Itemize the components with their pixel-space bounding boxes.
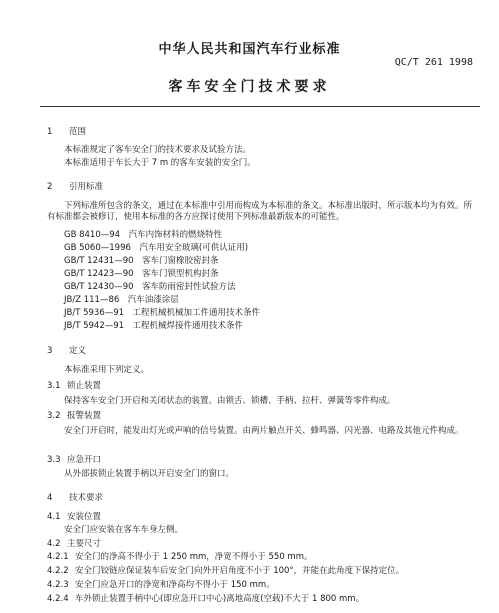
section-title: 范围 <box>69 127 87 137</box>
standard-number: QC/T 261 1998 <box>394 57 473 68</box>
reference-item: GB/T 12431—90 客车门窗橡胶密封条 <box>64 256 219 266</box>
clause-4-2-2 <box>47 566 404 577</box>
section-1-line-1: 本标准规定了客车安全门的技术要求及试验方法。 <box>64 145 252 155</box>
clause-text: 安全门应急开口的净宽和净高均不得小于 150 mm。 <box>75 580 275 590</box>
section-title: 引用标准 <box>69 182 104 192</box>
definition-3-1-text: 保持客车安全门开启和关闭状态的装置。由锁舌、锁槽、手柄、拉杆、弹簧等零件构成。 <box>64 396 396 406</box>
reference-item: JB/T 5936—91 工程机械机械加工件通用技术条件 <box>64 308 261 318</box>
clause-number: 4.1 <box>47 512 61 522</box>
clause-number: 4.2.4 <box>47 594 69 604</box>
section-1-heading <box>47 127 86 138</box>
definition-3-2-heading <box>47 411 101 422</box>
clause-number: 3.1 <box>47 381 61 391</box>
org-title: 中华人民共和国汽车行业标准 <box>158 42 341 57</box>
section-2-paragraph: 下列标准所包含的条文，通过在本标准中引用而构成为本标准的条文。本标准出版时，所示版本均为有效。所有标准都会被修订，使用本标准的各方应探讨使用下列标准最新版本的可能性。 <box>47 201 473 222</box>
clause-4-2-1 <box>47 552 313 563</box>
clause-text: 安全门的净高不得小于 1 250 mm，净宽不得小于 550 mm。 <box>75 552 313 562</box>
section-2-heading <box>47 182 103 193</box>
clause-text: 车外锁止装置手柄中心(即应急开口中心)离地高度(空载)不大于 1 800 mm。 <box>75 594 365 604</box>
section-number: 2 <box>47 182 53 192</box>
definition-3-3-heading <box>47 455 101 466</box>
section-number: 4 <box>47 493 53 503</box>
reference-item: GB/T 12430—90 客车防雨密封性试验方法 <box>64 282 236 292</box>
definition-3-3-text: 从外部拔锁止装置手柄以开启安全门的窗口。 <box>64 469 235 479</box>
definition-3-1-heading <box>47 381 101 392</box>
clause-4-2-heading <box>47 539 101 550</box>
section-number: 1 <box>47 127 53 137</box>
reference-item: GB 8410—94 汽车内饰材料的燃烧特性 <box>64 230 223 240</box>
clause-number: 3.2 <box>47 411 61 421</box>
clause-number: 4.2.2 <box>47 566 69 576</box>
clause-number: 4.2.1 <box>47 552 69 562</box>
clause-number: 3.3 <box>47 455 61 465</box>
section-3-intro: 本标准采用下列定义。 <box>64 365 150 375</box>
reference-item: JB/Z 111—86 汽车油漆涂层 <box>64 295 179 305</box>
reference-item: JB/T 5942—91 工程机械焊接件通用技术条件 <box>64 321 244 331</box>
section-4-heading <box>47 493 103 504</box>
reference-item: GB 5060—1996 汽车用安全玻璃(可供认证用) <box>64 243 249 253</box>
clause-title: 锁止装置 <box>67 381 102 391</box>
section-1-line-2: 本标准适用于车长大于 7 m 的客车安装的安全门。 <box>64 158 256 168</box>
definition-3-2-text: 安全门开启时，能发出灯光或声响的信号装置。由两片触点开关、蜂鸣器、闪光器、电路及其他元件构成。 <box>64 426 464 436</box>
clause-text: 安全门铰链应保证装车后安全门向外开启角度不小于 100°，并能在此角度下保持定位。 <box>75 566 405 576</box>
clause-4-1-heading <box>47 512 101 523</box>
clause-number: 4.2.3 <box>47 580 69 590</box>
section-title: 定义 <box>69 346 87 356</box>
section-3-heading <box>47 346 86 357</box>
clause-title: 报警装置 <box>67 411 102 421</box>
clause-4-1-text: 安全门应安装在客车车身左侧。 <box>64 525 184 535</box>
reference-item: GB/T 12423—90 客车门锁型机构封条 <box>64 269 219 279</box>
document-title: 客车安全门技术要求 <box>168 79 331 95</box>
clause-title: 安装位置 <box>67 512 102 522</box>
header-rule <box>40 106 480 107</box>
clause-4-2-4 <box>47 594 364 605</box>
clause-4-2-3 <box>47 580 275 591</box>
clause-number: 4.2 <box>47 539 61 549</box>
clause-title: 应急开口 <box>67 455 102 465</box>
section-title: 技术要求 <box>69 493 104 503</box>
clause-title: 主要尺寸 <box>67 539 102 549</box>
section-number: 3 <box>47 346 53 356</box>
